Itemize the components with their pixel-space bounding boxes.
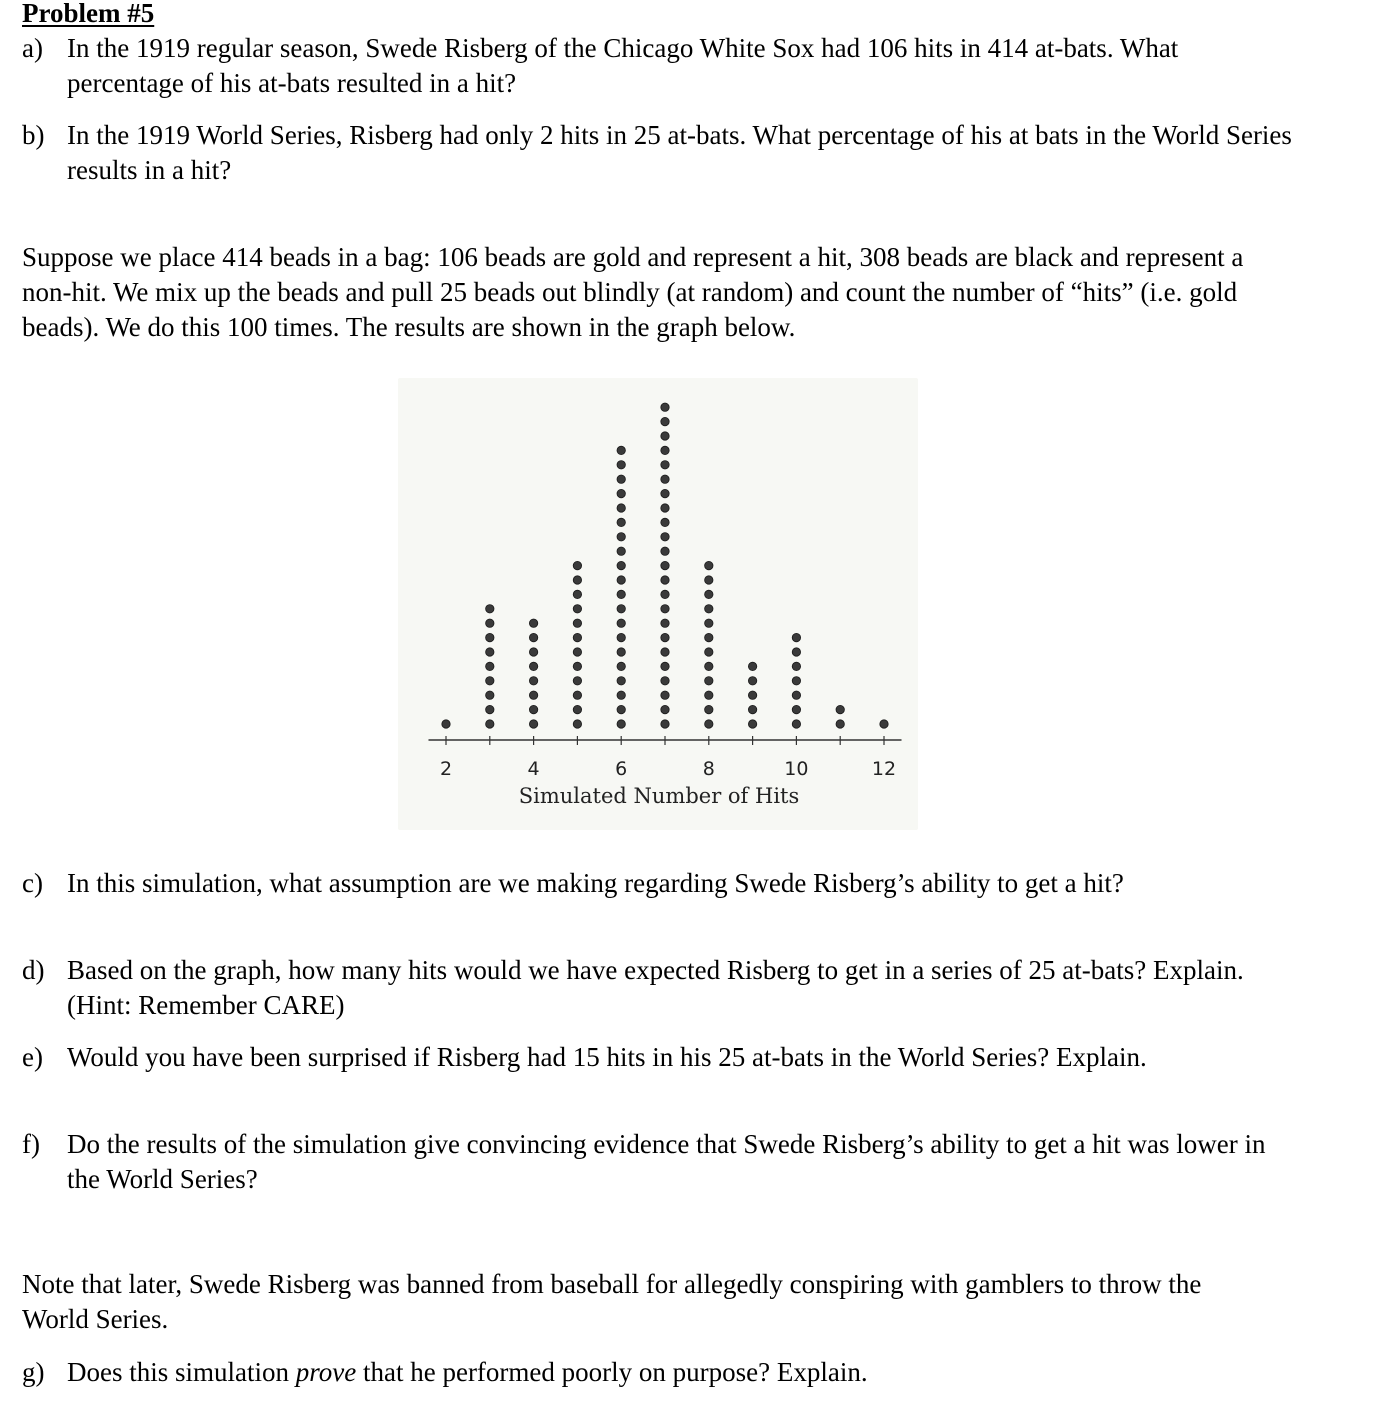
dot-x5-1 (573, 720, 581, 728)
dot-x7-11 (661, 576, 669, 584)
dot-x7-6 (661, 648, 669, 656)
dot-x7-22 (661, 417, 669, 425)
dot-x9-4 (748, 677, 756, 685)
dot-x7-10 (661, 590, 669, 598)
dot-x7-17 (661, 489, 669, 497)
dot-x8-11 (705, 576, 713, 584)
dot-x7-19 (661, 461, 669, 469)
dot-x7-2 (661, 705, 669, 713)
dot-x3-5 (486, 662, 494, 670)
dot-x7-15 (661, 518, 669, 526)
question-b (22, 118, 1292, 188)
dot-x5-6 (573, 648, 581, 656)
dotplot-svg (398, 378, 918, 830)
question-b-label: b) (22, 120, 45, 150)
dot-x6-10 (617, 590, 625, 598)
dot-x5-11 (573, 576, 581, 584)
dot-x8-6 (705, 648, 713, 656)
question-f-label: f) (22, 1129, 40, 1159)
question-a (22, 31, 1292, 101)
dot-x6-3 (617, 691, 625, 699)
x-tick-label-2: 2 (439, 758, 453, 780)
dot-x8-5 (705, 662, 713, 670)
dot-x3-6 (486, 648, 494, 656)
question-c (22, 866, 1292, 901)
question-b-text: In the 1919 World Series, Risberg had only 2 hits in 25 at-bats. What percentage of his at bats in the World Series results in a hit? (67, 120, 1292, 185)
question-a-text: In the 1919 regular season, Swede Risberg of the Chicago White Sox had 106 hits in 414 at-bats. What percentage of his at-bats resulted in a hit? (67, 33, 1179, 98)
question-e-text: Would you have been surprised if Risberg had 15 hits in his 25 at-bats in the World Series? Explain. (67, 1042, 1147, 1072)
dot-x6-6 (617, 648, 625, 656)
question-g-text-after: that he performed poorly on purpose? Explain. (362, 1357, 868, 1387)
question-c-label: c) (22, 868, 43, 898)
dot-x7-4 (661, 677, 669, 685)
dotplot-chart (398, 378, 918, 830)
question-e-label: e) (22, 1042, 43, 1072)
dot-x4-4 (529, 677, 537, 685)
question-g-text-before: Does this simulation (67, 1357, 289, 1387)
dot-x4-6 (529, 648, 537, 656)
dot-x6-4 (617, 677, 625, 685)
dot-x7-5 (661, 662, 669, 670)
dot-x7-18 (661, 475, 669, 483)
dot-x5-3 (573, 691, 581, 699)
note-paragraph: Note that later, Swede Risberg was banned from baseball for allegedly conspiring with gamblers to throw the World Series. (22, 1269, 1202, 1334)
dot-x4-1 (529, 720, 537, 728)
x-tick-label-6: 6 (615, 758, 628, 780)
dot-x5-7 (573, 633, 581, 641)
dot-x10-5 (792, 662, 800, 670)
dot-x8-2 (705, 705, 713, 713)
dot-x5-12 (573, 561, 581, 569)
dot-x6-16 (617, 504, 625, 512)
dot-x3-8 (486, 619, 494, 627)
dot-x6-14 (617, 533, 625, 541)
dot-x5-5 (573, 662, 581, 670)
dot-x8-3 (705, 691, 713, 699)
dot-x2-1 (442, 720, 450, 728)
dot-x7-12 (661, 561, 669, 569)
dot-x7-9 (661, 605, 669, 613)
dot-x3-1 (486, 720, 494, 728)
dot-x10-7 (792, 633, 800, 641)
dot-x6-19 (617, 461, 625, 469)
dot-x8-4 (705, 677, 713, 685)
dot-x3-3 (486, 691, 494, 699)
dot-x10-6 (792, 648, 800, 656)
dot-x8-12 (705, 561, 713, 569)
dot-x7-23 (661, 403, 669, 411)
x-axis-label: Simulated Number of Hits (518, 784, 800, 808)
x-tick-label-8: 8 (702, 758, 715, 780)
question-g-label: g) (22, 1357, 45, 1387)
x-tick-label-4: 4 (527, 758, 540, 780)
x-tick-label-10: 10 (784, 758, 809, 780)
dot-x5-2 (573, 705, 581, 713)
dot-x10-4 (792, 677, 800, 685)
question-g-text (67, 1355, 1292, 1390)
dot-x6-8 (617, 619, 625, 627)
question-f (22, 1127, 1292, 1197)
dot-x11-2 (836, 705, 844, 713)
dot-x7-20 (661, 446, 669, 454)
dot-x8-8 (705, 619, 713, 627)
dot-x6-18 (617, 475, 625, 483)
dot-x3-7 (486, 633, 494, 641)
question-f-text: Do the results of the simulation give convincing evidence that Swede Risberg’s ability to get a hit was lower in the World Series? (67, 1129, 1266, 1194)
dot-x7-14 (661, 533, 669, 541)
dot-x3-9 (486, 605, 494, 613)
dot-x4-5 (529, 662, 537, 670)
dot-x6-11 (617, 576, 625, 584)
dot-x7-21 (661, 432, 669, 440)
question-c-text: In this simulation, what assumption are we making regarding Swede Risberg’s ability to get a hit? (67, 868, 1124, 898)
dot-x7-1 (661, 720, 669, 728)
dot-x8-7 (705, 633, 713, 641)
dot-x12-1 (880, 720, 888, 728)
dot-x4-8 (529, 619, 537, 627)
dot-x6-13 (617, 547, 625, 555)
dot-x7-16 (661, 504, 669, 512)
question-d-label: d) (22, 955, 45, 985)
dot-x7-3 (661, 691, 669, 699)
question-d-text: Based on the graph, how many hits would we have expected Risberg to get in a series of 25 at-bats? Explain. (Hint: Remember CARE) (67, 955, 1244, 1020)
dot-x8-9 (705, 605, 713, 613)
question-a-label: a) (22, 33, 43, 63)
dot-x7-8 (661, 619, 669, 627)
dot-x6-5 (617, 662, 625, 670)
x-tick-label-12: 12 (871, 758, 897, 780)
dot-x10-3 (792, 691, 800, 699)
dot-x4-2 (529, 705, 537, 713)
dot-x3-2 (486, 705, 494, 713)
dot-x8-10 (705, 590, 713, 598)
setup-paragraph: Suppose we place 414 beads in a bag: 106 beads are gold and represent a hit, 308 beads are black and represent a non-hit. We mix up the beads and pull 25 beads out blindly (at random) and count the number of “hits” (i.e. gold beads). We do this 100 times. The results are shown in the graph below. (22, 242, 1244, 342)
dot-x6-2 (617, 705, 625, 713)
dot-x6-15 (617, 518, 625, 526)
dot-x6-17 (617, 489, 625, 497)
dot-x6-20 (617, 446, 625, 454)
problem-title: Problem #5 (22, 0, 155, 28)
dot-x5-4 (573, 677, 581, 685)
dot-x5-8 (573, 619, 581, 627)
dot-x9-5 (748, 662, 756, 670)
dot-x6-9 (617, 605, 625, 613)
dot-x6-12 (617, 561, 625, 569)
dot-x7-13 (661, 547, 669, 555)
dot-x10-1 (792, 720, 800, 728)
question-g (22, 1355, 1292, 1390)
dot-x5-9 (573, 605, 581, 613)
dot-x8-1 (705, 720, 713, 728)
dot-x9-2 (748, 705, 756, 713)
question-d (22, 953, 1292, 1023)
dot-x4-3 (529, 691, 537, 699)
question-e (22, 1040, 1292, 1075)
dot-x4-7 (529, 633, 537, 641)
dot-x6-1 (617, 720, 625, 728)
dot-x5-10 (573, 590, 581, 598)
dot-x6-7 (617, 633, 625, 641)
question-g-emphasis: prove (295, 1357, 357, 1387)
dot-x9-1 (748, 720, 756, 728)
dot-x9-3 (748, 691, 756, 699)
dot-x11-1 (836, 720, 844, 728)
dot-x10-2 (792, 705, 800, 713)
dot-x7-7 (661, 633, 669, 641)
dot-x3-4 (486, 677, 494, 685)
